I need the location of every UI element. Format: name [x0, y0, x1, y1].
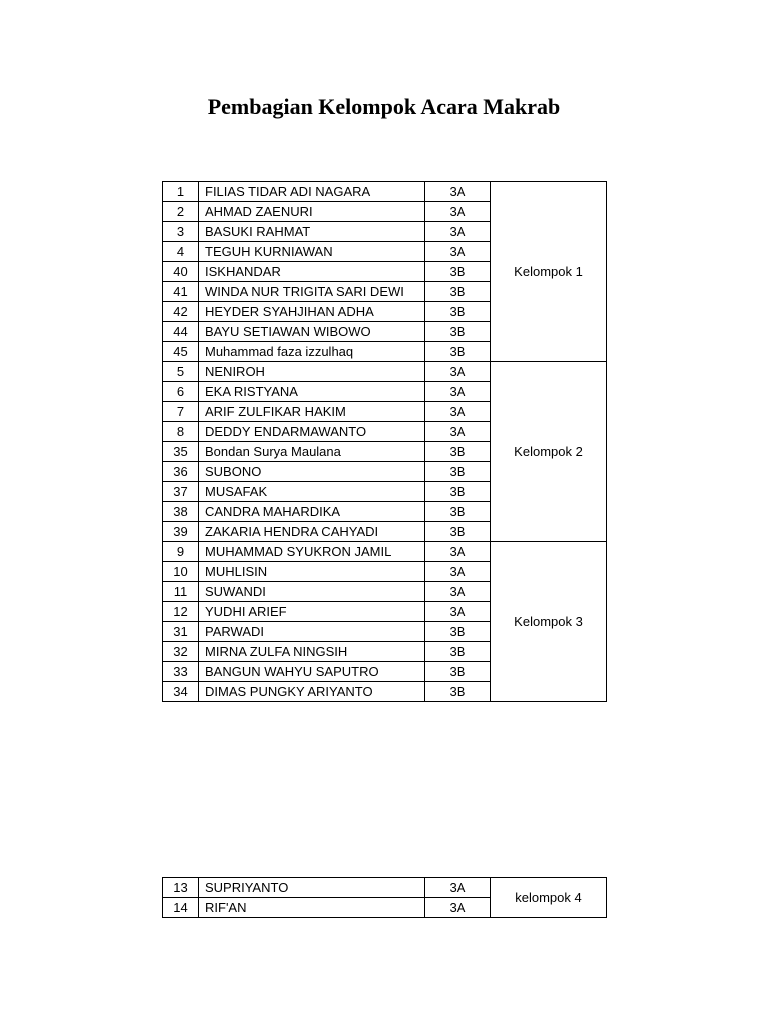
member-class-cell: 3A	[425, 422, 491, 442]
member-number-cell: 45	[163, 342, 199, 362]
member-name-cell: DIMAS PUNGKY ARIYANTO	[199, 682, 425, 702]
member-number-cell: 14	[163, 898, 199, 918]
member-name-cell: MUHLISIN	[199, 562, 425, 582]
member-number-cell: 8	[163, 422, 199, 442]
member-number-cell: 1	[163, 182, 199, 202]
member-name-cell: PARWADI	[199, 622, 425, 642]
member-name-cell: BASUKI RAHMAT	[199, 222, 425, 242]
member-number-cell: 31	[163, 622, 199, 642]
group-table	[162, 181, 607, 702]
member-number-cell: 4	[163, 242, 199, 262]
member-class-cell: 3A	[425, 562, 491, 582]
group-table-extra	[162, 877, 607, 918]
member-name-cell: CANDRA MAHARDIKA	[199, 502, 425, 522]
table-row	[163, 362, 607, 382]
member-number-cell: 32	[163, 642, 199, 662]
member-class-cell: 3B	[425, 682, 491, 702]
member-number-cell: 40	[163, 262, 199, 282]
member-number-cell: 36	[163, 462, 199, 482]
member-class-cell: 3B	[425, 282, 491, 302]
member-name-cell: EKA RISTYANA	[199, 382, 425, 402]
member-number-cell: 41	[163, 282, 199, 302]
member-number-cell: 5	[163, 362, 199, 382]
member-class-cell: 3B	[425, 622, 491, 642]
group-label-cell: Kelompok 2	[491, 362, 607, 542]
member-name-cell: AHMAD ZAENURI	[199, 202, 425, 222]
member-number-cell: 10	[163, 562, 199, 582]
member-name-cell: ARIF ZULFIKAR HAKIM	[199, 402, 425, 422]
member-name-cell: DEDDY ENDARMAWANTO	[199, 422, 425, 442]
member-class-cell: 3B	[425, 322, 491, 342]
member-number-cell: 39	[163, 522, 199, 542]
member-number-cell: 42	[163, 302, 199, 322]
member-class-cell: 3A	[425, 878, 491, 898]
table-row	[163, 542, 607, 562]
member-class-cell: 3A	[425, 898, 491, 918]
table-row	[163, 182, 607, 202]
member-class-cell: 3A	[425, 402, 491, 422]
member-class-cell: 3B	[425, 442, 491, 462]
member-number-cell: 44	[163, 322, 199, 342]
member-name-cell: SUPRIYANTO	[199, 878, 425, 898]
member-name-cell: BAYU SETIAWAN WIBOWO	[199, 322, 425, 342]
member-class-cell: 3A	[425, 382, 491, 402]
member-name-cell: RIF'AN	[199, 898, 425, 918]
page-title: Pembagian Kelompok Acara Makrab	[207, 94, 561, 119]
member-class-cell: 3A	[425, 362, 491, 382]
member-class-cell: 3A	[425, 202, 491, 222]
member-name-cell: MUSAFAK	[199, 482, 425, 502]
table-row	[163, 878, 607, 898]
member-number-cell: 35	[163, 442, 199, 462]
member-number-cell: 3	[163, 222, 199, 242]
member-class-cell: 3B	[425, 522, 491, 542]
member-name-cell: YUDHI ARIEF	[199, 602, 425, 622]
member-class-cell: 3B	[425, 482, 491, 502]
member-name-cell: MIRNA ZULFA NINGSIH	[199, 642, 425, 662]
member-class-cell: 3B	[425, 342, 491, 362]
group-label-cell: Kelompok 3	[491, 542, 607, 702]
member-name-cell: Muhammad faza izzulhaq	[199, 342, 425, 362]
member-name-cell: ISKHANDAR	[199, 262, 425, 282]
member-number-cell: 2	[163, 202, 199, 222]
member-name-cell: MUHAMMAD SYUKRON JAMIL	[199, 542, 425, 562]
member-number-cell: 13	[163, 878, 199, 898]
member-class-cell: 3A	[425, 222, 491, 242]
member-number-cell: 33	[163, 662, 199, 682]
member-number-cell: 6	[163, 382, 199, 402]
member-class-cell: 3A	[425, 242, 491, 262]
member-number-cell: 7	[163, 402, 199, 422]
member-class-cell: 3B	[425, 642, 491, 662]
group-label-cell: kelompok 4	[491, 878, 607, 918]
member-name-cell: HEYDER SYAHJIHAN ADHA	[199, 302, 425, 322]
member-name-cell: BANGUN WAHYU SAPUTRO	[199, 662, 425, 682]
member-class-cell: 3B	[425, 462, 491, 482]
member-name-cell: NENIROH	[199, 362, 425, 382]
member-class-cell: 3A	[425, 602, 491, 622]
member-name-cell: WINDA NUR TRIGITA SARI DEWI	[199, 282, 425, 302]
member-class-cell: 3B	[425, 302, 491, 322]
member-name-cell: SUWANDI	[199, 582, 425, 602]
member-name-cell: FILIAS TIDAR ADI NAGARA	[199, 182, 425, 202]
member-number-cell: 34	[163, 682, 199, 702]
member-number-cell: 9	[163, 542, 199, 562]
member-class-cell: 3A	[425, 582, 491, 602]
member-name-cell: SUBONO	[199, 462, 425, 482]
member-class-cell: 3A	[425, 182, 491, 202]
member-class-cell: 3A	[425, 542, 491, 562]
member-number-cell: 12	[163, 602, 199, 622]
member-number-cell: 11	[163, 582, 199, 602]
member-name-cell: TEGUH KURNIAWAN	[199, 242, 425, 262]
member-number-cell: 38	[163, 502, 199, 522]
member-class-cell: 3B	[425, 262, 491, 282]
member-class-cell: 3B	[425, 502, 491, 522]
member-name-cell: Bondan Surya Maulana	[199, 442, 425, 462]
member-name-cell: ZAKARIA HENDRA CAHYADI	[199, 522, 425, 542]
member-number-cell: 37	[163, 482, 199, 502]
member-class-cell: 3B	[425, 662, 491, 682]
group-label-cell: Kelompok 1	[491, 182, 607, 362]
